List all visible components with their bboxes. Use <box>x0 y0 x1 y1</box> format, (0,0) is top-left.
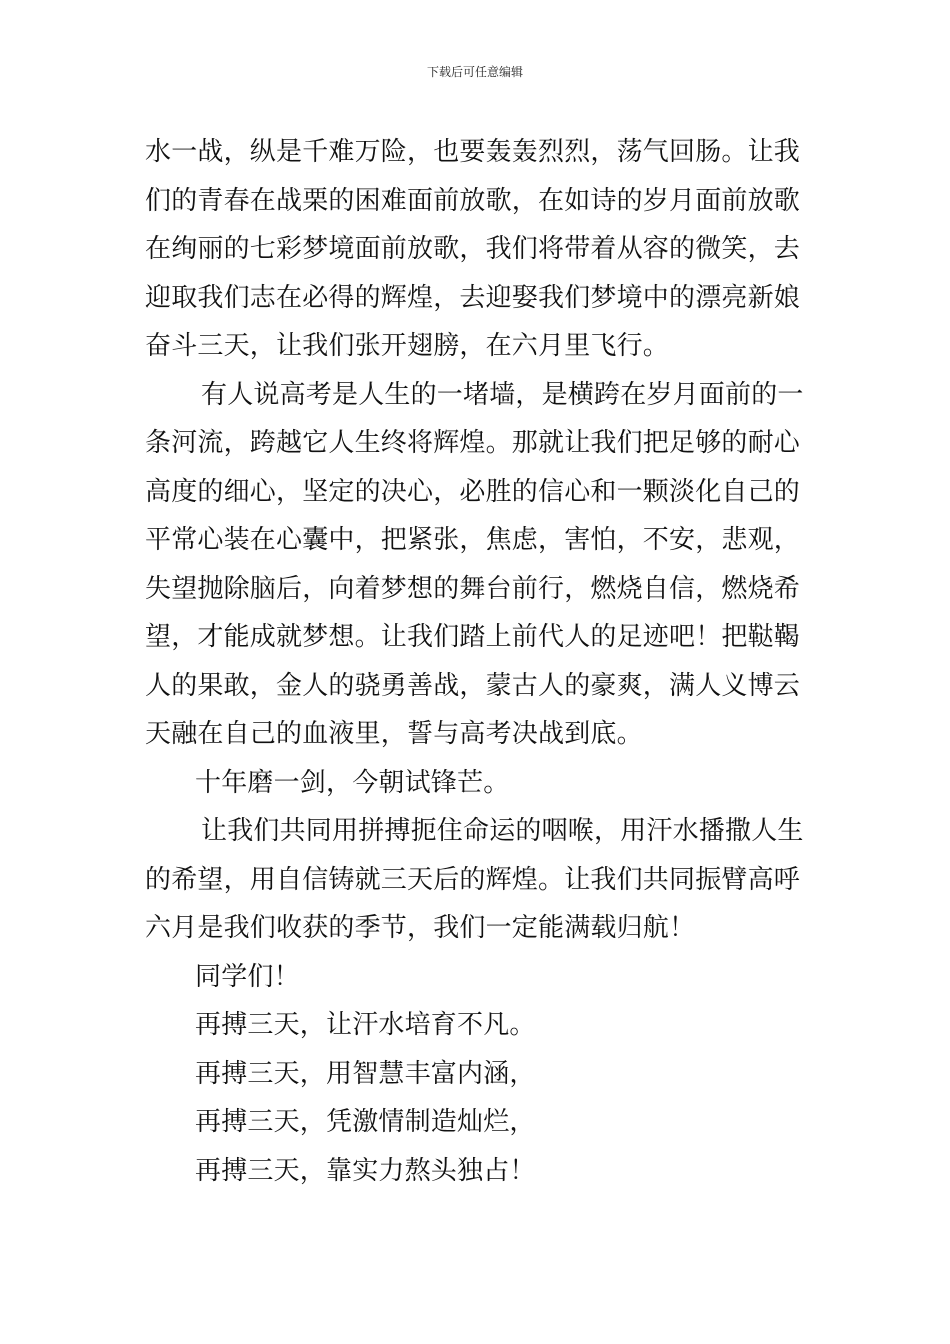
paragraph-first-line: 再搏三天，凭激情制造灿烂， <box>195 1107 536 1137</box>
text-line: 天融在自己的血液里，誓与高考决战到底。 <box>145 719 643 749</box>
paragraph-first-line: 同学们！ <box>195 961 300 992</box>
text-line: 们的青春在战栗的困难面前放歌，在如诗的岁月面前放歌 <box>145 185 801 216</box>
text-line: 的希望，用自信铸就三天后的辉煌。让我们共同振臂高呼 <box>145 864 801 895</box>
paragraph-first-line: 十年磨一剑，今朝试锋芒。 <box>195 767 510 798</box>
text-line: 人的果敢，金人的骁勇善战，蒙古人的豪爽，满人义博云 <box>145 670 801 701</box>
text-line: 水一战，纵是千难万险，也要轰轰烈烈，荡气回肠。让我 <box>145 137 801 167</box>
text-line: 六月是我们收获的季节，我们一定能满载归航！ <box>145 913 696 943</box>
paragraph-first-line: 有人说高考是人生的一堵墙，是横跨在岁月面前的一 <box>201 379 804 410</box>
text-line: 奋斗三天，让我们张开翅膀，在六月里飞行。 <box>145 331 670 361</box>
paragraph-first-line: 让我们共同用拼搏扼住命运的咽喉，用汗水播撒人生 <box>201 816 804 846</box>
paragraph-first-line: 再搏三天，用智慧丰富内涵， <box>195 1058 536 1089</box>
page-header: 下载后可任意编辑 <box>426 65 523 79</box>
paragraph-first-line: 再搏三天，靠实力熬头独占！ <box>195 1155 536 1186</box>
document-body <box>145 128 810 1195</box>
text-line: 望，才能成就梦想。让我们踏上前代人的足迹吧！把鞑鞨 <box>145 622 801 652</box>
text-line: 条河流，跨越它人生终将辉煌。那就让我们把足够的耐心 <box>145 428 801 458</box>
text-line: 高度的细心，坚定的决心，必胜的信心和一颗淡化自己的 <box>145 476 801 507</box>
text-line: 迎取我们志在必得的辉煌，去迎娶我们梦境中的漂亮新娘 <box>145 282 801 313</box>
text-line: 失望抛除脑后，向着梦想的舞台前行，燃烧自信，燃烧希 <box>145 573 801 604</box>
paragraph-first-line: 再搏三天，让汗水培育不凡。 <box>195 1010 536 1040</box>
text-line: 平常心装在心囊中，把紧张，焦虑，害怕，不安，悲观， <box>145 525 801 555</box>
text-line: 在绚丽的七彩梦境面前放歌，我们将带着从容的微笑，去 <box>145 234 801 264</box>
